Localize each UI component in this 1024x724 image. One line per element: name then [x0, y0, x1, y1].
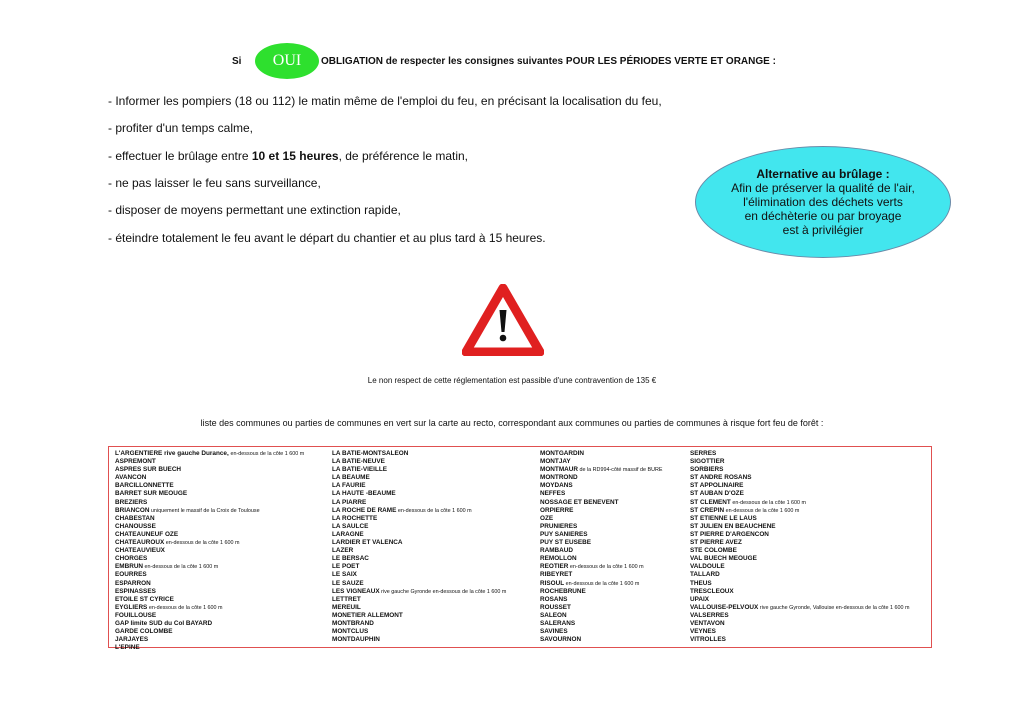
instruction-item: - Informer les pompiers (18 ou 112) le matin même de l'emploi du feu, en précisant la localisation du feu, — [108, 94, 662, 108]
commune-name: VALDOULE — [690, 563, 725, 571]
commune-item — [115, 571, 304, 579]
commune-item — [540, 515, 662, 523]
commune-name: LE SAUZE — [332, 579, 364, 587]
commune-name: MONETIER ALLEMONT — [332, 611, 403, 619]
commune-item — [540, 458, 662, 466]
commune-name: REMOLLON — [540, 555, 577, 563]
commune-item — [540, 482, 662, 490]
commune-name: LA FAURIE — [332, 482, 366, 490]
commune-item — [540, 474, 662, 482]
oui-badge — [255, 43, 319, 79]
commune-item — [332, 515, 506, 523]
commune-name: LE BERSAC — [332, 555, 369, 563]
commune-item — [540, 523, 662, 531]
commune-note: rive gauche Gyronde en-dessous de la côte 1 600 m — [379, 588, 507, 595]
commune-name: BARCILLONNETTE — [115, 482, 174, 490]
commune-item — [540, 490, 662, 498]
commune-item — [690, 490, 910, 498]
commune-item — [115, 588, 304, 596]
commune-name: EMBRUN — [115, 563, 144, 571]
commune-name: BREZIERS — [115, 498, 148, 506]
commune-item — [332, 499, 506, 507]
commune-note: de la RD994-côté massif de BURE — [577, 467, 663, 474]
commune-item — [332, 596, 506, 604]
alternative-line: est à privilégier — [782, 223, 864, 237]
commune-name: ST JULIEN EN BEAUCHENE — [690, 522, 776, 530]
communes-column-4 — [690, 450, 910, 644]
commune-item — [540, 563, 662, 571]
commune-item — [115, 499, 304, 507]
commune-name: LA SAULCE — [332, 522, 369, 530]
commune-name: L'ARGENTIERE rive gauche Durance, — [115, 450, 231, 457]
commune-item — [690, 523, 910, 531]
commune-name: THEUS — [690, 579, 712, 587]
commune-name: ROCHEBRUNE — [540, 587, 586, 595]
commune-item — [540, 636, 662, 644]
commune-note: en-dessous de la côte 1 600 m — [396, 507, 472, 514]
commune-name: VALSERRES — [690, 611, 729, 619]
commune-name: SORBIERS — [690, 466, 724, 474]
commune-item — [690, 466, 910, 474]
commune-item — [690, 636, 910, 644]
instruction-hours: 10 et 15 heures — [251, 149, 339, 163]
commune-name: MONTDAUPHIN — [332, 636, 380, 644]
commune-item — [332, 450, 506, 458]
commune-note: en-dessous de la côte 1 600 m — [164, 540, 240, 547]
commune-item — [115, 490, 304, 498]
commune-item — [332, 571, 506, 579]
commune-name: ASPRES SUR BUECH — [115, 466, 182, 474]
commune-item — [690, 555, 910, 563]
commune-item — [332, 547, 506, 555]
commune-name: GAP limite SUD du Col BAYARD — [115, 619, 213, 627]
commune-item — [540, 466, 662, 474]
commune-name: ESPARRON — [115, 579, 151, 587]
commune-item — [540, 555, 662, 563]
penalty-notice: Le non respect de cette réglementation est passible d'une contravention de 135 € — [367, 376, 657, 385]
commune-item — [332, 482, 506, 490]
commune-item — [332, 523, 506, 531]
commune-item — [540, 628, 662, 636]
commune-note: en-dessous de la côte 1 600 m — [730, 499, 807, 506]
commune-item — [115, 636, 304, 644]
commune-name: VENTAVON — [690, 619, 725, 627]
commune-name: CHABESTAN — [115, 514, 155, 522]
commune-name: VITROLLES — [690, 636, 726, 644]
commune-name: LA HAUTE -BEAUME — [332, 490, 396, 498]
warning-triangle-icon — [462, 284, 544, 356]
commune-item — [540, 612, 662, 620]
commune-note: rive gauche Gyronde, Vallouise en-dessous de la côte 1 600 m — [758, 604, 910, 611]
commune-name: ST AUBAN D'OZE — [690, 490, 744, 498]
commune-item — [332, 539, 506, 547]
commune-name: ST CREPIN — [690, 506, 725, 514]
commune-name: PRUNIERES — [540, 522, 578, 530]
commune-name: ROSANS — [540, 595, 568, 603]
communes-column-1 — [115, 450, 304, 652]
commune-name: BARRET SUR MEOUGE — [115, 490, 188, 498]
commune-item — [690, 482, 910, 490]
commune-name: RIBEYRET — [540, 571, 573, 579]
commune-name: MOYDANS — [540, 482, 573, 490]
commune-item — [115, 644, 304, 652]
commune-name: ST ETIENNE LE LAUS — [690, 514, 757, 522]
oui-text: OUI — [272, 52, 302, 69]
commune-name: STE COLOMBE — [690, 547, 737, 555]
commune-item — [690, 571, 910, 579]
commune-item — [332, 458, 506, 466]
commune-name: UPAIX — [690, 595, 710, 603]
commune-item — [690, 580, 910, 588]
commune-name: LA BATIE-MONTSALEON — [332, 450, 409, 457]
commune-name: AVANCON — [115, 474, 147, 482]
commune-item — [115, 539, 304, 547]
commune-item — [690, 563, 910, 571]
commune-name: ORPIERRE — [540, 506, 574, 514]
commune-name: MONTGARDIN — [540, 450, 585, 457]
commune-name: SALERANS — [540, 619, 576, 627]
commune-name: CHATEAUNEUF OZE — [115, 530, 179, 538]
commune-item — [540, 531, 662, 539]
commune-name: ST ANDRE ROSANS — [690, 474, 752, 482]
commune-item — [690, 474, 910, 482]
commune-item — [540, 620, 662, 628]
commune-name: MONTCLUS — [332, 628, 369, 636]
commune-item — [115, 580, 304, 588]
commune-item — [332, 490, 506, 498]
communes-column-3 — [540, 450, 662, 644]
commune-note: en-dessous de la côte 1 600 m — [230, 451, 305, 457]
commune-item — [690, 539, 910, 547]
commune-name: LA ROCHETTE — [332, 514, 378, 522]
commune-item — [332, 555, 506, 563]
obligation-heading: OBLIGATION de respecter les consignes suivantes POUR LES PÉRIODES VERTE ET ORANGE : — [321, 56, 776, 67]
alternative-line: l'élimination des déchets verts — [743, 195, 903, 209]
commune-name: LA BATIE-NEUVE — [332, 458, 385, 466]
commune-name: ST PIERRE D'ARGENCON — [690, 530, 769, 538]
alternative-line: en déchèterie ou par broyage — [744, 209, 902, 223]
commune-item — [690, 620, 910, 628]
commune-item — [115, 547, 304, 555]
commune-item — [540, 539, 662, 547]
commune-item — [690, 458, 910, 466]
commune-name: CHANOUSSE — [115, 522, 156, 530]
commune-item — [540, 547, 662, 555]
alternative-bubble — [695, 146, 951, 258]
commune-name: JARJAYES — [115, 636, 149, 644]
commune-name: REOTIER — [540, 563, 569, 571]
commune-item — [540, 507, 662, 515]
commune-item — [690, 450, 910, 458]
commune-item — [540, 604, 662, 612]
commune-note: en-dessous de la côte 1 600 m — [568, 564, 644, 571]
commune-name: LAZER — [332, 547, 354, 555]
instruction-item: - éteindre totalement le feu avant le départ du chantier et au plus tard à 15 heures. — [108, 231, 546, 245]
commune-name: BRIANCON — [115, 506, 150, 514]
commune-name: TALLARD — [690, 571, 720, 579]
commune-name: OZE — [540, 514, 554, 522]
commune-item — [540, 588, 662, 596]
commune-name: EYGLIERS — [115, 603, 148, 611]
commune-item — [332, 620, 506, 628]
commune-item — [690, 604, 910, 612]
commune-name: FOUILLOUSE — [115, 611, 157, 619]
commune-item — [332, 466, 506, 474]
commune-name: NEFFES — [540, 490, 566, 498]
commune-name: L'EPINE — [115, 644, 140, 652]
commune-item — [115, 604, 304, 612]
commune-item — [115, 474, 304, 482]
commune-name: SIGOTTIER — [690, 458, 725, 466]
commune-name: VAL BUECH MEOUGE — [690, 555, 757, 563]
commune-name: LETTRET — [332, 595, 361, 603]
commune-item — [115, 531, 304, 539]
commune-name: NOSSAGE ET BENEVENT — [540, 498, 619, 506]
commune-item — [115, 596, 304, 604]
commune-item — [115, 458, 304, 466]
commune-note: en-dessous de la côte 1 600 m — [143, 564, 219, 571]
commune-name: CHORGES — [115, 555, 148, 563]
commune-note: en-dessous de la côte 1 600 m — [724, 507, 800, 514]
commune-item — [332, 563, 506, 571]
commune-item — [115, 515, 304, 523]
commune-item — [332, 474, 506, 482]
commune-name: EOURRES — [115, 571, 147, 579]
commune-item — [115, 450, 304, 458]
alternative-title: Alternative au brûlage : — [756, 167, 890, 181]
commune-name: MONTROND — [540, 474, 578, 482]
commune-item — [690, 547, 910, 555]
commune-name: MONTBRAND — [332, 619, 374, 627]
commune-name: MONTMAUR — [540, 466, 578, 474]
commune-item — [540, 596, 662, 604]
commune-name: SALEON — [540, 611, 567, 619]
commune-item — [332, 531, 506, 539]
commune-item — [115, 612, 304, 620]
instruction-item: - profiter d'un temps calme, — [108, 121, 254, 135]
commune-item — [690, 628, 910, 636]
communes-column-2 — [332, 450, 506, 644]
commune-item — [690, 588, 910, 596]
commune-item — [115, 507, 304, 515]
commune-name: ST CLEMENT — [690, 498, 731, 506]
commune-item — [690, 612, 910, 620]
commune-name: VALLOUISE-PELVOUX — [690, 603, 759, 611]
commune-name: ASPREMONT — [115, 458, 156, 466]
alternative-line: Afin de préserver la qualité de l'air, — [731, 181, 915, 195]
commune-item — [540, 580, 662, 588]
commune-name: LE SAIX — [332, 571, 357, 579]
commune-name: RAMBAUD — [540, 547, 574, 555]
si-label: Si — [232, 56, 242, 67]
commune-item — [332, 588, 506, 596]
instruction-item: - ne pas laisser le feu sans surveillance, — [108, 176, 321, 190]
commune-item — [115, 466, 304, 474]
commune-item — [332, 507, 506, 515]
commune-name: ST PIERRE AVEZ — [690, 539, 742, 547]
commune-name: CHATEAUVIEUX — [115, 547, 165, 555]
commune-item — [115, 563, 304, 571]
commune-name: CHATEAUROUX — [115, 539, 165, 547]
communes-list-title: liste des communes ou parties de communes en vert sur la carte au recto, correspondant aux communes ou parties de communes à risque fort feu de forêt : — [200, 418, 824, 428]
commune-item — [540, 571, 662, 579]
commune-note: en-dessous de la côte 1 600 m — [564, 580, 640, 587]
commune-name: LA ROCHE DE RAME — [332, 506, 397, 514]
commune-name: LARAGNE — [332, 530, 364, 538]
commune-name: PUY SANIERES — [540, 530, 588, 538]
commune-name: LE POET — [332, 563, 360, 571]
commune-item — [690, 531, 910, 539]
commune-name: GARDE COLOMBE — [115, 628, 173, 636]
commune-name: LES VIGNEAUX — [332, 587, 380, 595]
commune-item — [115, 628, 304, 636]
commune-item — [115, 620, 304, 628]
commune-name: ST APPOLINAIRE — [690, 482, 744, 490]
commune-name: SAVOURNON — [540, 636, 582, 644]
instruction-item: - disposer de moyens permettant une extinction rapide, — [108, 203, 401, 217]
commune-name: ETOILE ST CYRICE — [115, 595, 174, 603]
commune-note: uniquement le massif de la Croix de Toulouse — [149, 507, 260, 514]
commune-name: LA BATIE-VIEILLE — [332, 466, 388, 474]
commune-name: LA BEAUME — [332, 474, 370, 482]
commune-item — [540, 499, 662, 507]
commune-item — [332, 580, 506, 588]
commune-item — [115, 555, 304, 563]
commune-name: MEREUIL — [332, 603, 361, 611]
commune-name: TRESCLEOUX — [690, 587, 734, 595]
commune-item — [332, 604, 506, 612]
commune-item — [332, 612, 506, 620]
commune-name: ROUSSET — [540, 603, 571, 611]
commune-item — [115, 482, 304, 490]
commune-name: VEYNES — [690, 628, 716, 636]
commune-item — [332, 636, 506, 644]
commune-name: PUY ST EUSEBE — [540, 539, 592, 547]
commune-item — [690, 507, 910, 515]
commune-item — [540, 450, 662, 458]
commune-name: MONTJAY — [540, 458, 571, 466]
commune-name: ESPINASSES — [115, 587, 156, 595]
commune-item — [690, 596, 910, 604]
commune-item — [115, 523, 304, 531]
instruction-text: , de préférence le matin, — [338, 149, 468, 163]
commune-note: en-dessous de la côte 1 600 m — [147, 604, 223, 611]
commune-name: LARDIER ET VALENCA — [332, 539, 403, 547]
commune-name: LA PIARRE — [332, 498, 367, 506]
commune-name: SAVINES — [540, 628, 568, 636]
instruction-item — [108, 149, 468, 163]
commune-item — [690, 499, 910, 507]
commune-name: SERRES — [690, 450, 717, 457]
commune-name: RISOUL — [540, 579, 565, 587]
commune-item — [690, 515, 910, 523]
instruction-text: - effectuer le brûlage entre — [108, 149, 252, 163]
commune-item — [332, 628, 506, 636]
